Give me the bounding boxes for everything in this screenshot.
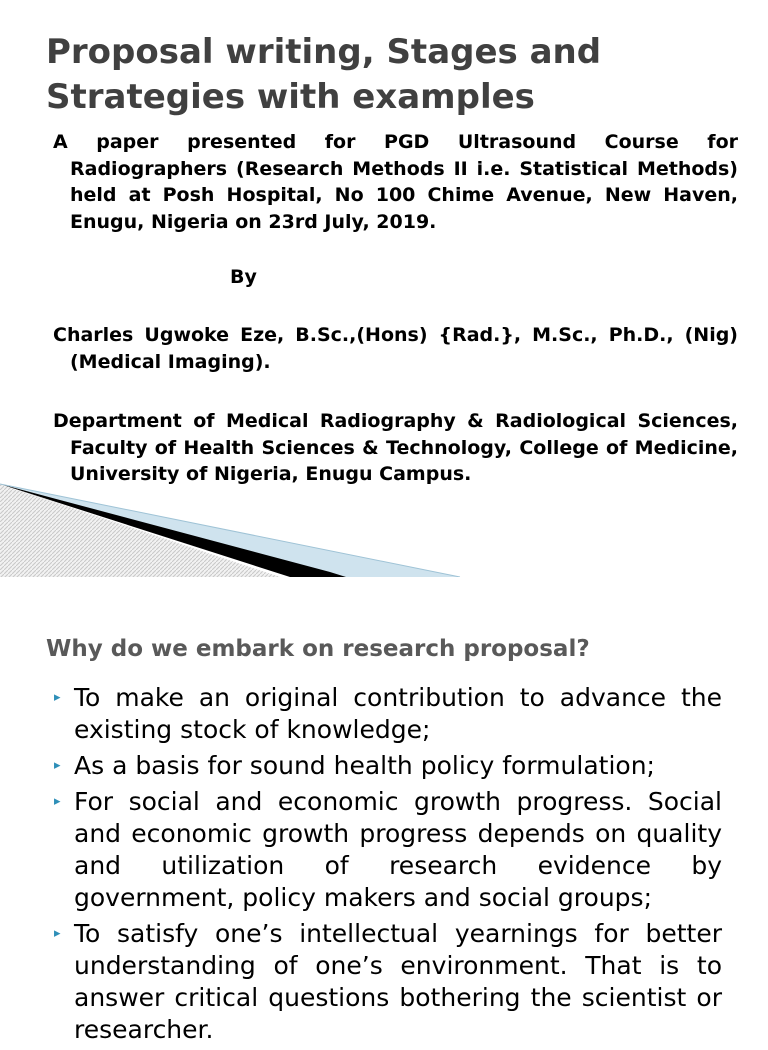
bullet-icon: ▸ (54, 690, 61, 705)
bullet-list (50, 682, 722, 1050)
by-label: By (230, 266, 257, 288)
list-item: ▸ To make an original contribution to advance the existing stock of knowledge; (54, 683, 722, 744)
bullet-icon: ▸ (54, 758, 61, 773)
department-paragraph: Department of Medical Radiography & Radiological Sciences, Faculty of Health Sciences & Technology, College of Medicine, University of Nigeria, Enugu Campus. (53, 410, 738, 485)
bullet-icon: ▸ (54, 794, 61, 809)
slide-gap (0, 577, 768, 596)
intro-paragraph: A paper presented for PGD Ultrasound Course for Radiographers (Research Methods II i.e. Statistical Methods) held at Posh Hospital, No 100 Chime Avenue, New Haven, Enugu, Nigeria on 23rd July, 2019. (53, 131, 738, 233)
list-item: ▸ To satisfy one’s intellectual yearnings for better understanding of one’s environment. That is to answer critical questions bothering the scientist or researcher. (54, 919, 722, 1044)
author-paragraph: Charles Ugwoke Eze, B.Sc.,(Hons) {Rad.}, M.Sc., Ph.D., (Nig) (Medical Imaging). (53, 324, 738, 373)
decorative-swoosh (0, 470, 768, 577)
slide-heading: Why do we embark on research proposal? (46, 636, 590, 662)
slide-title: Proposal writing, Stages and Strategies with examples (46, 32, 602, 117)
bullet-icon: ▸ (54, 926, 61, 941)
list-item: ▸ As a basis for sound health policy formulation; (54, 751, 655, 780)
hatched-wedge (0, 484, 280, 577)
list-item: ▸ For social and economic growth progress. Social and economic growth progress depends on quality and utilization of research evidence by government, policy makers and social groups; (54, 787, 722, 912)
